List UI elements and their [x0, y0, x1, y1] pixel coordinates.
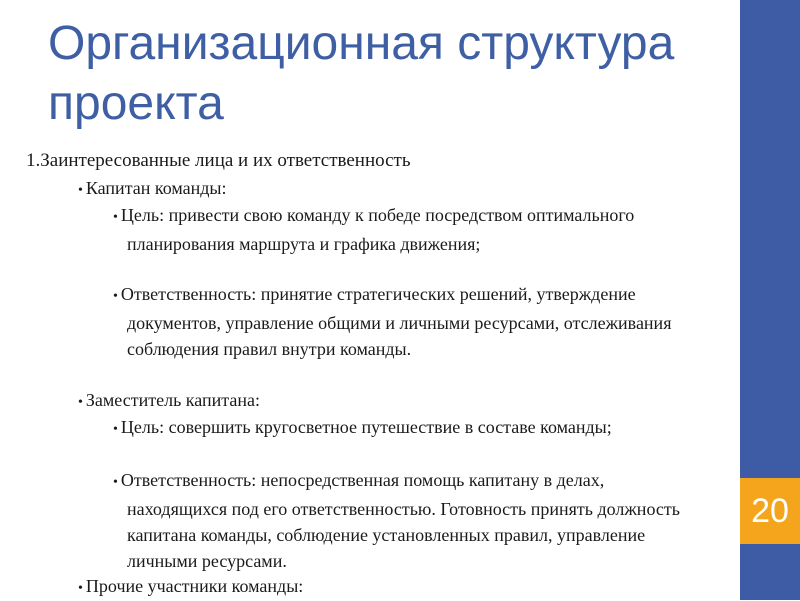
bullet-icon: •	[113, 422, 118, 437]
bullet-icon: •	[78, 395, 83, 410]
role-captain	[78, 176, 227, 203]
role-others-label: Прочие участники команды:	[85, 576, 304, 596]
role-captain-responsibility-text: Ответственность: принятие стратегических решений, утверждение документов, управление общими и личными ресурсами, отслеживания соблюдения правил внутри команды.	[120, 284, 672, 359]
role-deputy-label: Заместитель капитана:	[85, 390, 260, 410]
bullet-icon: •	[78, 183, 83, 198]
slide-title: Организационная структура проекта	[48, 17, 675, 130]
role-deputy-responsibility	[113, 467, 703, 574]
role-deputy-responsibility-text: Ответственность: непосредственная помощь капитану в делах, находящихся под его ответственностью. Готовность принять должность капитана команды, соблюдение установленных правил, управление личными ресурсами.	[120, 470, 680, 571]
bullet-icon: •	[113, 210, 118, 225]
bullet-icon: •	[78, 581, 83, 596]
role-captain-responsibility	[113, 281, 703, 362]
role-captain-goal	[113, 202, 703, 257]
bullet-icon: •	[113, 475, 118, 490]
section-heading: 1.Заинтересованные лица и их ответственность	[26, 150, 411, 171]
role-captain-goal-text: Цель: привести свою команду к победе посредством оптимального планирования маршрута и графика движения;	[120, 205, 635, 254]
role-deputy-goal-text: Цель: совершить кругосветное путешествие в составе команды;	[120, 417, 612, 437]
role-deputy	[78, 388, 260, 415]
bullet-icon: •	[113, 289, 118, 304]
role-others	[78, 574, 303, 601]
page-number-badge: 20	[740, 478, 800, 544]
role-captain-label: Капитан команды:	[85, 178, 227, 198]
role-deputy-goal	[113, 414, 703, 443]
